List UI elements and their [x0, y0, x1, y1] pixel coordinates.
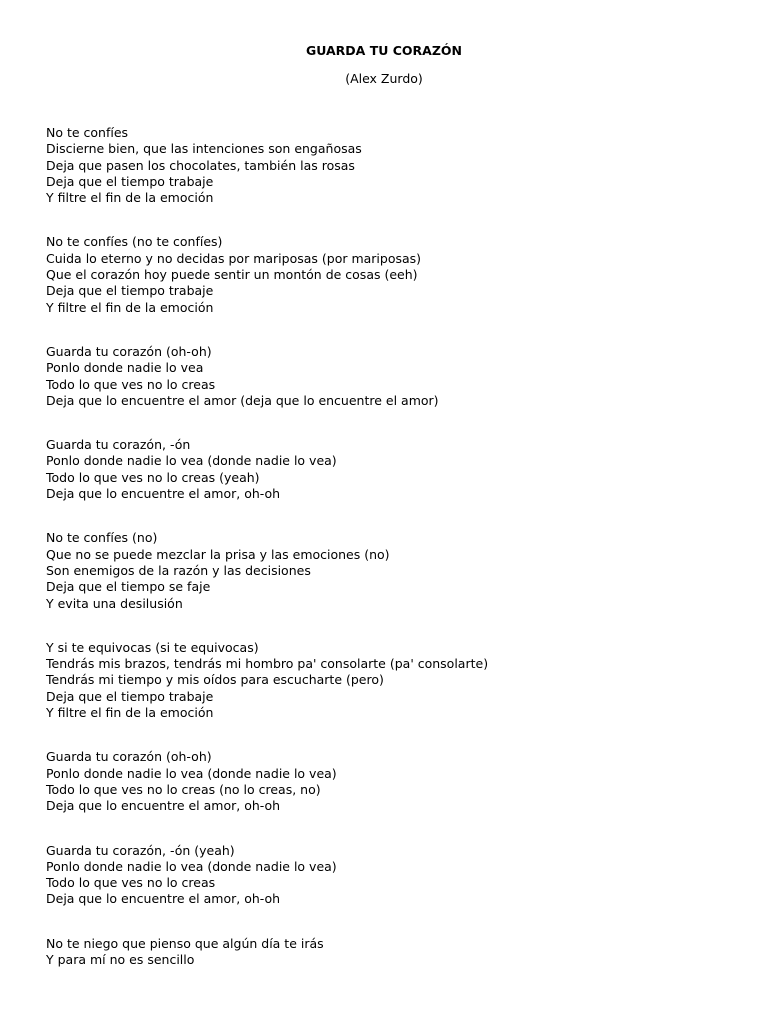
stanza	[46, 640, 746, 721]
stanza	[46, 530, 746, 611]
stanza	[46, 843, 746, 908]
lyric-line: Deja que lo encuentre el amor, oh-oh	[46, 891, 281, 907]
lyric-line: Deja que el tiempo trabaje	[46, 173, 214, 189]
lyric-line: Y filtre el fin de la emoción	[46, 705, 214, 721]
lyric-line: Deja que lo encuentre el amor (deja que lo encuentre el amor)	[46, 392, 439, 408]
lyric-line: No te confíes (no te confíes)	[46, 234, 223, 250]
lyric-line: Guarda tu corazón, -ón (yeah)	[46, 842, 235, 858]
lyric-line: Y para mí no es sencillo	[46, 951, 195, 967]
lyric-line: No te confíes (no)	[46, 530, 158, 546]
lyric-line: No te niego que pienso que algún día te irás	[46, 935, 324, 951]
lyric-line: Todo lo que ves no lo creas	[46, 376, 216, 392]
lyric-line: Y evita una desilusión	[46, 595, 183, 611]
lyric-line: Ponlo donde nadie lo vea (donde nadie lo vea)	[46, 453, 337, 469]
lyric-line: No te confíes	[46, 125, 129, 140]
lyric-line: Ponlo donde nadie lo vea (donde nadie lo vea)	[46, 765, 337, 781]
lyric-line: Que el corazón hoy puede sentir un montón de cosas (eeh)	[46, 267, 418, 283]
lyric-line: Discierne bien, que las intenciones son engañosas	[46, 141, 362, 157]
lyric-line: Todo lo que ves no lo creas	[46, 875, 216, 891]
lyric-line: Tendrás mis brazos, tendrás mi hombro pa' consolarte (pa' consolarte)	[46, 656, 489, 672]
song-title: GUARDA TU CORAZÓN	[305, 43, 462, 58]
song-author: (Alex Zurdo)	[345, 71, 423, 86]
lyric-line: Deja que el tiempo se faje	[46, 579, 211, 595]
lyric-line: Deja que el tiempo trabaje	[46, 283, 214, 299]
lyric-line: Todo lo que ves no lo creas (no lo creas, no)	[46, 781, 321, 797]
lyric-line: Todo lo que ves no lo creas (yeah)	[46, 469, 260, 485]
stanza	[46, 234, 746, 315]
lyric-line: Guarda tu corazón, -ón	[46, 437, 191, 453]
lyric-line: Son enemigos de la razón y las decisiones	[46, 562, 311, 578]
lyric-line: Deja que el tiempo trabaje	[46, 688, 214, 704]
lyric-line: Deja que lo encuentre el amor, oh-oh	[46, 798, 281, 814]
stanza	[46, 437, 746, 502]
lyric-line: Y filtre el fin de la emoción	[46, 299, 214, 315]
stanza	[46, 749, 746, 814]
stanza	[46, 344, 746, 409]
lyric-line: Y filtre el fin de la emoción	[46, 190, 214, 206]
lyric-line: Cuida lo eterno y no decidas por mariposas (por mariposas)	[46, 250, 422, 266]
lyric-line: Ponlo donde nadie lo vea	[46, 360, 204, 376]
lyric-line: Que no se puede mezclar la prisa y las emociones (no)	[46, 546, 390, 562]
lyric-line: Y si te equivocas (si te equivocas)	[46, 639, 259, 655]
lyrics-body	[46, 125, 746, 996]
stanza	[46, 936, 746, 969]
stanza	[46, 125, 746, 206]
lyric-line: Guarda tu corazón (oh-oh)	[46, 343, 212, 359]
lyric-line: Deja que lo encuentre el amor, oh-oh	[46, 486, 281, 502]
lyric-line: Deja que pasen los chocolates, también las rosas	[46, 157, 355, 173]
lyric-line: Ponlo donde nadie lo vea (donde nadie lo vea)	[46, 858, 337, 874]
lyric-line: Guarda tu corazón (oh-oh)	[46, 749, 212, 765]
lyric-line: Tendrás mi tiempo y mis oídos para escucharte (pero)	[46, 672, 384, 688]
